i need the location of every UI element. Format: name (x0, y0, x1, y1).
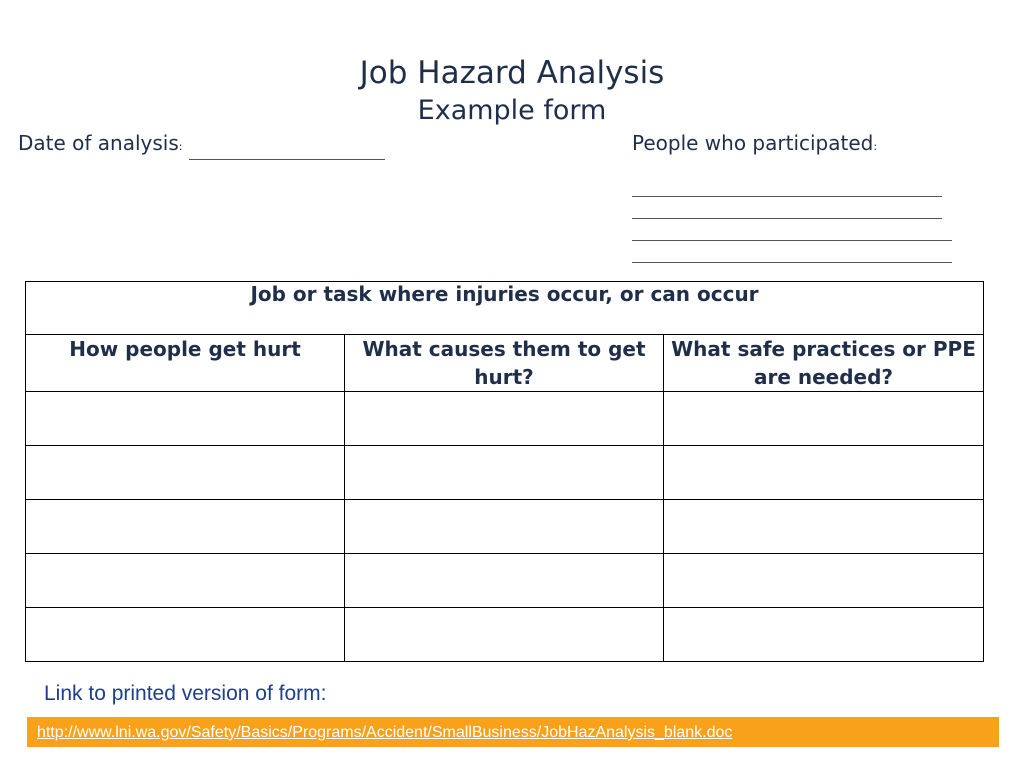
table-cell[interactable] (664, 608, 984, 662)
link-bar (27, 717, 999, 747)
table-cell[interactable] (345, 608, 664, 662)
table-row (26, 500, 984, 554)
people-participated-label: People who participated (632, 131, 874, 155)
printed-version-label: Link to printed version of form: (44, 682, 327, 705)
table-row (26, 446, 984, 500)
table-header-row (26, 335, 984, 392)
table-cell[interactable] (345, 500, 664, 554)
date-of-analysis-field[interactable] (189, 139, 385, 160)
table-cell[interactable] (26, 392, 345, 446)
table-cell[interactable] (26, 500, 345, 554)
date-of-analysis-row (18, 130, 385, 160)
participant-field-4[interactable] (632, 242, 952, 263)
printed-form-link[interactable]: http://www.lni.wa.gov/Safety/Basics/Programs/Accident/SmallBusiness/JobHazAnalysis_blank.doc (37, 724, 733, 741)
table-cell[interactable] (26, 446, 345, 500)
participant-field-3[interactable] (632, 220, 952, 241)
people-colon: : (873, 140, 878, 153)
table-cell[interactable] (345, 392, 664, 446)
table-cell[interactable] (664, 554, 984, 608)
date-colon: : (178, 140, 183, 153)
table-cell[interactable] (26, 554, 345, 608)
table-title-row (26, 282, 984, 335)
people-participated-fields (632, 176, 952, 264)
table-cell[interactable] (345, 554, 664, 608)
date-of-analysis-label: Date of analysis (18, 131, 179, 155)
table-cell[interactable] (664, 446, 984, 500)
column-header-safe-practices: What safe practices or PPE are needed? (664, 335, 984, 392)
page-title: Job Hazard Analysis (359, 55, 665, 91)
table-row (26, 608, 984, 662)
page-subtitle: Example form (417, 95, 607, 126)
column-header-how-people-get-hurt: How people get hurt (26, 335, 345, 392)
table-cell[interactable] (26, 608, 345, 662)
column-header-what-causes-hurt: What causes them to get hurt? (345, 335, 664, 392)
participant-field-2[interactable] (632, 198, 942, 219)
table-cell[interactable] (664, 392, 984, 446)
table-cell[interactable] (664, 500, 984, 554)
table-title-cell: Job or task where injuries occur, or can occur (26, 282, 984, 335)
table-row (26, 392, 984, 446)
table-cell[interactable] (345, 446, 664, 500)
people-participated-row (632, 130, 877, 160)
participant-field-1[interactable] (632, 176, 942, 197)
job-hazard-table (25, 281, 984, 662)
table-row (26, 554, 984, 608)
